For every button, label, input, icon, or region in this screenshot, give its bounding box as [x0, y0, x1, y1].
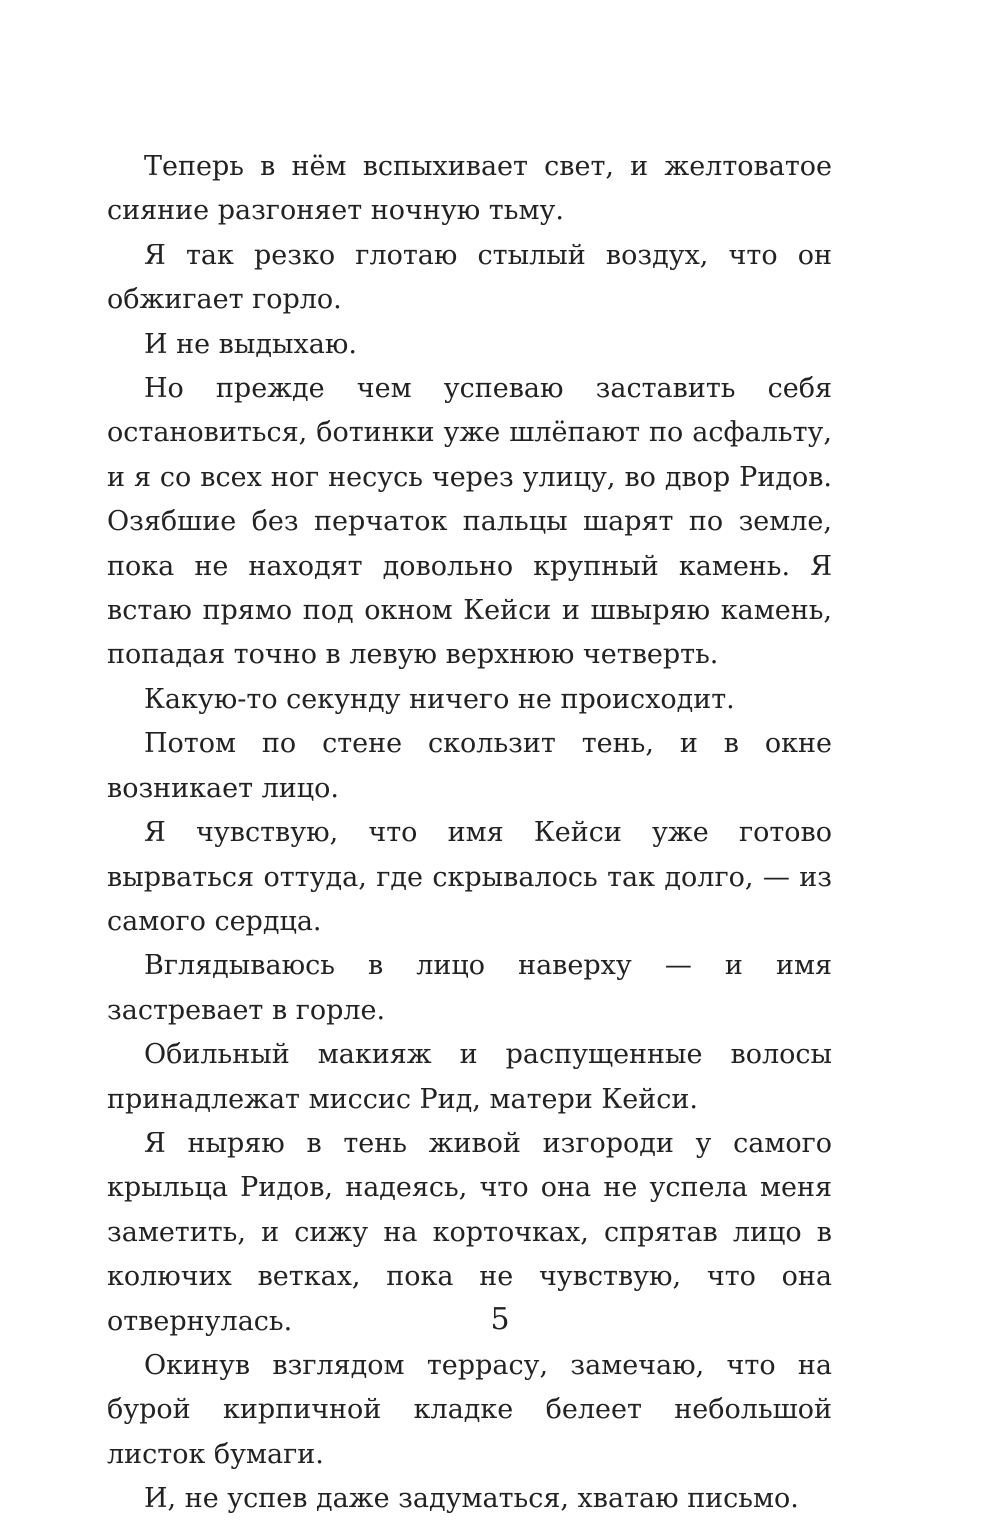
paragraph: И, не успев даже задуматься, хватаю письмо. — [144, 1483, 799, 1515]
paragraph: Какую-то секунду ничего не происходит. — [144, 683, 735, 715]
paragraph: Я ныряю в тень живой изгороди у самого крыльца Ридов, надеясь, что она не успела меня заметить, и сижу на корточках, спрятав лицо в колючих ветках, пока не чувствую, что она отвернулась. — [107, 1127, 832, 1337]
paragraph: Окинув взглядом террасу, замечаю, что на бурой кирпичной кладке белеет небольшой листок бумаги. — [107, 1349, 832, 1470]
page-number: 5 — [490, 1302, 510, 1337]
paragraph: И не выдыхаю. — [144, 328, 357, 360]
paragraph: Я так резко глотаю стылый воздух, что он обжигает горло. — [107, 239, 832, 316]
paragraph: Теперь в нём вспыхивает свет, и желтоватое сияние разгоняет ночную тьму. — [107, 151, 832, 227]
paragraph: Я чувствую, что имя Кейси уже готово вырваться оттуда, где скрывалось так долго, — из самого сердца. — [107, 817, 832, 937]
paragraph: Потом по стене скользит тень, и в окне возникает лицо. — [107, 728, 832, 804]
paragraph: Но прежде чем успеваю заставить себя остановиться, ботинки уже шлёпают по асфальту, и я со всех ног несусь через улицу, во двор Ридов. Озябшие без перчаток пальцы шарят по земле, пока не находят довольно крупный камень. Я встаю прямо под окном Кейси и швыряю камень, попадая точно в левую верхнюю четверть. — [107, 373, 832, 671]
paragraph: Обильный макияж и распущенные волосы принадлежат миссис Рид, матери Кейси. — [107, 1039, 832, 1115]
paragraph: Вглядываюсь в лицо наверху — и имя застревает в горле. — [107, 950, 832, 1026]
